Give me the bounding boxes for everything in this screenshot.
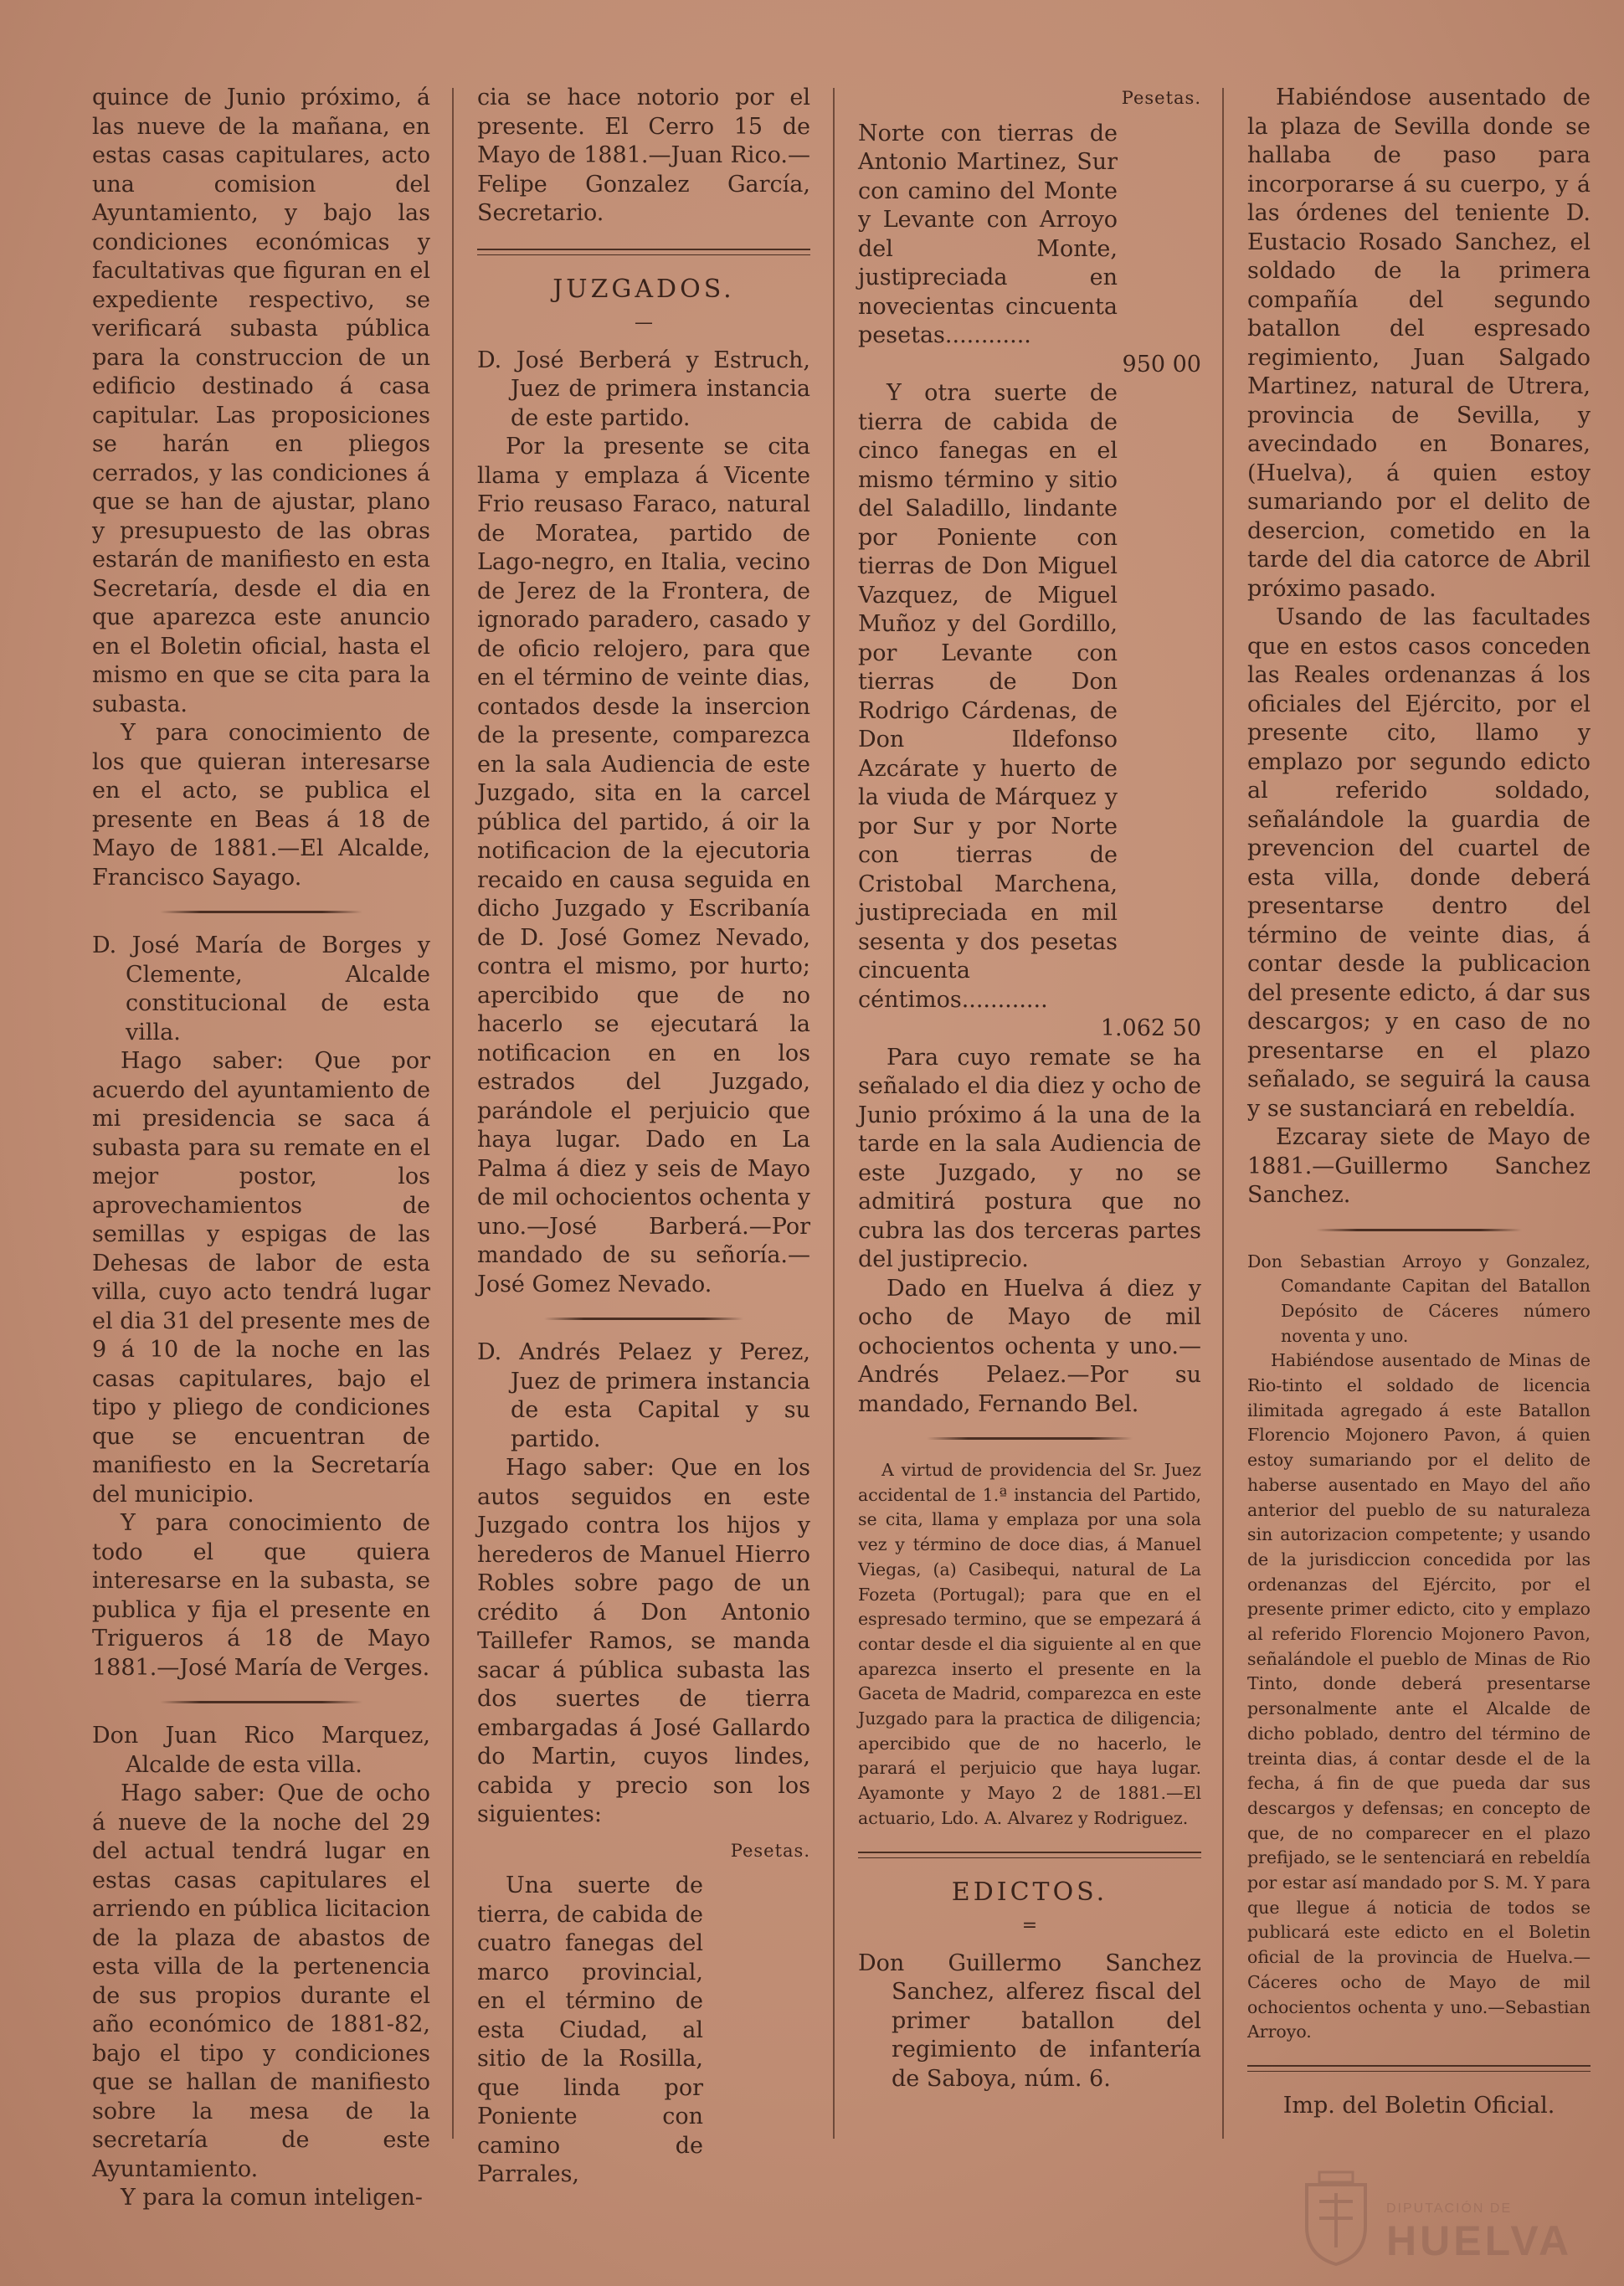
notice-cerro-heading: Don Juan Rico Marquez, Alcalde de esta villa.: [92, 1723, 430, 1778]
edicto-saboya-heading: Don Guillermo Sanchez Sanchez, alferez fiscal del primer batallon del regimiento de infantería de Saboya, núm. 6.: [858, 1950, 1201, 2092]
column-rule: [452, 88, 454, 2139]
amount-lot-2: 1.062 50: [1100, 1015, 1201, 1041]
notice-lapalma-body: Por la presente se cita llama y emplaza á Vicente Frio reusaso Faraco, natural de Moratea, partido de Lago-negro, en Italia, vecino de Jerez de la Frontera, de ignorado paradero, casado y de oficio relojero, para que en el término de veinte dias, contados desde la insercion de la presente, comparezca en la sala Audiencia de este Juzgado, sita en la carcel pública del partido, á oir la notificacion de la ejecutoria recaido en causa seguida en dicho Juzgado y Escribanía de D. José Gomez Nevado, contra el mismo, por hurto; apercibido que de no hacerlo se ejecutará la notificacion en en los estrados del Juzgado, parándole el perjuicio que haya lugar. Dado en La Palma á diez y seis de Mayo de mil ochocientos ochenta y uno.—José Barberá.—Por mandado de su señoría.—José Gomez Nevado.: [477, 434, 810, 1297]
notice-cerro-end: cia se hace notorio por el presente. El Cerro 15 de Mayo de 1881.—Juan Rico.—Felipe Gonzalez García, Secretario.: [477, 85, 810, 226]
column-1: [92, 84, 430, 2213]
amount-lot-1: 950 00: [1122, 351, 1201, 378]
column-3: [858, 84, 1201, 2093]
notice-beas-body: quince de Junio próximo, á las nueve de la mañana, en estas casas capitulares, acto una comision del Ayuntamiento, y bajo las condiciones económicas y facultativas que figuran en el expediente respectivo, se verificará subasta pública para la construccion de un edificio destinado á casa capitular. Las proposiciones se harán en pliegos cerrados, y las condiciones á que se han de ajustar, plano y presupuesto de las obras estarán de manifiesto en esta Secretaría, desde el dia en que aparezca este anuncio en el Boletin oficial, hasta el mismo en que se cita para la subasta.: [92, 85, 430, 717]
notice-trigueros-closing: Y para conocimiento de todo el que quiera interesarse en la subasta, se publica y fija el presente en Trigueros á 18 de Mayo 1881.—José María de Verges.: [92, 1510, 430, 1681]
edicto-caceres: [1247, 1250, 1591, 2046]
edicto-saboya-closing: Ezcaray siete de Mayo de 1881.—Guillermo Sanchez Sanchez.: [1247, 1124, 1591, 1208]
edicto-caceres-body: Habiéndose ausentado de Minas de Rio-tinto el soldado de licencia ilimitada agregado á este Batallon Florencio Mojonero Pavon, á quien estoy sumariando por el delito de haberse ausentado en Mayo del año anterior del pueblo de su naturaleza sin autorizacion competente; y usando de la jurisdiccion concedida por las ordenanzas del Ejército, por el presente primer edicto, cito y emplazo al referido Florencio Mojonero Pavon, señalándole el pueblo de Minas de Rio Tinto, donde deberá presentarse personalmente ante el Alcalde de dicho poblado, dentro del término de treinta dias, á contar desde el de la fecha, á fin de que pueda dar sus descargos y defensas; en concepto de que, de no comparecer en el plazo prefijado, se le sentenciará en rebeldía por estar así mandado por S. M. Y para que llegue á noticia de todos se publicará este edicto en el Boletin oficial de la provincia de Huelva.—Cáceres ocho de Mayo de mil ochocientos ochenta y uno.—Sebastian Arroyo.: [1247, 1350, 1591, 2042]
edicto-saboya-body: Habiéndose ausentado de la plaza de Sevilla donde se hallaba de paso para incorporarse á su cuerpo, y á las órdenes del teniente D. Eustacio Rosado Sanchez, el soldado de la primera compañía del segundo batallon del espresado regimiento, Juan Salgado Martinez, natural de Utrera, provincia de Sevilla, y avecindado en Bonares, (Huelva), á quien estoy sumariando por el delito de desercion, cometido en la tarde del dia catorce de Abril próximo pasado.: [1247, 85, 1591, 602]
notice-ayamonte-body: A virtud de providencia del Sr. Juez accidental de 1.ª instancia del Partido, se cita, llama y emplaza por una sola vez y término de doce dias, á Manuel Viegas, (a) Casibequi, natural de La Fozeta (Portugal); para que en el espresado termino, que se empezará á contar desde el dia siguiente al en que aparezca inserto el presente en la Gaceta de Madrid, comparezca en este Juzgado para la practica de diligencia; apercibido que de no hacerlo, le parará el perjuicio que haya lugar. Ayamonte y Mayo 2 de 1881.—El actuario, Ldo. A. Alvarez y Rodriguez.: [858, 1460, 1201, 1828]
notice-huelva-lot-2: Y otra suerte de tierra de cabida de cinco fanegas en el mismo término y sitio del Saladillo, lindante por Poniente con tierras de Don Miguel Vazquez, de Miguel Muñoz y del Gordillo, por Levante con tierras de Don Rodrigo Cárdenas, de Don Ildefonso Azcárate y huerto de la viuda de Márquez y por Sur y por Norte con tierras de Cristobal Marchena, justipreciada en mil sesenta y dos pesetas cincuenta céntimos............: [858, 380, 1118, 1013]
notice-trigueros-body: Hago saber: Que por acuerdo del ayuntamiento de mi presidencia se saca á subasta para su remate en el mejor postor, los aprovechamientos de semillas y espigas de las Dehesas de labor de esta villa, cuyo acto tendrá lugar el dia 31 del presente mes de 9 á 10 de la noche en las casas capitulares, bajo el tipo y pliego de condiciones que se encuentran de manifiesto en la Secretaría del municipio.: [92, 1048, 430, 1508]
edicto-saboya-citation: Usando de las facultades que en estos casos conceden las Reales ordenanzas á los oficiales del Ejército, por el presente cito, llamo y emplazo por segundo edicto al referido soldado, señalándole la guardia de prevencion del cuartel de esta villa, donde deberá presentarse dentro del término de veinte dias, á contar desde la publicacion del presente edicto, á dar sus descargos; y en caso de no presentarse en el plazo señalado, se seguirá la causa y se sustanciará en rebeldía.: [1247, 604, 1591, 1122]
notice-ayamonte: [858, 1458, 1201, 1831]
separator: [160, 1701, 362, 1703]
notice-huelva-remate: Para cuyo remate se ha señalado el dia diez y ocho de Junio próximo á la una de la tarde en la sala Audiencia de este Juzgado, y no se admitirá postura que no cubra las dos terceras partes del justiprecio.: [858, 1044, 1201, 1272]
separator: [1316, 1229, 1522, 1231]
coat-of-arms-icon: [1294, 2168, 1378, 2268]
edicto-caceres-heading: Don Sebastian Arroyo y Gonzalez, Comandante Capitan del Batallon Depósito de Cáceres número noventa y uno.: [1247, 1251, 1591, 1346]
column-rule: [1222, 88, 1224, 2139]
amount-row: [858, 1015, 1201, 1044]
section-title-edictos: EDICTOS.: [951, 1877, 1108, 1907]
notice-lapalma-heading: D. José Berberá y Estruch, Juez de primera instancia de este partido.: [477, 347, 810, 431]
watermark-line-2: HUELVA: [1386, 2217, 1573, 2264]
notice-trigueros-heading: D. José María de Borges y Clemente, Alcalde constitucional de esta villa.: [92, 932, 430, 1045]
notice-huelva-closing: Dado en Huelva á diez y ocho de Mayo de mil ochocientos ochenta y uno.—Andrés Pelaez.—Por su mandado, Fernando Bel.: [858, 1275, 1201, 1417]
watermark-line-1: DIPUTACIÓN DE: [1386, 2201, 1513, 2216]
section-title-juzgados: JUZGADOS.: [552, 274, 735, 304]
notice-cerro-body: Hago saber: Que de ocho á nueve de la noche del 29 del actual tendrá lugar en estas casas capitulares el arriendo en pública licitacion de la plaza de abastos de esta villa de la pertenencia de sus propios durante el año económico de 1881-82, bajo el tipo y condiciones que se hallan de manifiesto sobre la mesa de la secretaría de este Ayuntamiento.: [92, 1780, 430, 2182]
watermark-logo: [1294, 2168, 1596, 2268]
notice-beas-closing: Y para conocimiento de los que quieran interesarse en el acto, se publica el presente en Beas á 18 de Mayo de 1881.—El Alcalde, Francisco Sayago.: [92, 720, 430, 891]
section-rule: [477, 249, 810, 255]
printer-imprint: Imp. del Boletin Oficial.: [1282, 2093, 1555, 2119]
separator: [927, 1437, 1133, 1440]
section-mark: —: [635, 312, 653, 333]
notice-huelva-lot-1-cont: Norte con tierras de Antonio Martinez, Sur con camino del Monte y Levante con Arroyo del Monte, justipreciada en novecientas cincuenta pesetas............: [858, 120, 1118, 348]
separator: [160, 911, 362, 913]
separator: [544, 1318, 744, 1320]
pesetas-label: Pesetas.: [1121, 88, 1201, 108]
column-4: [1247, 84, 1591, 2121]
notice-cerro-continued: Y para la comun inteligen-: [121, 2185, 423, 2211]
column-rule: [833, 88, 835, 2139]
section-mark: =: [1021, 1915, 1038, 1937]
notice-huelva-heading: D. Andrés Pelaez y Perez, Juez de primera instancia de esta Capital y su partido.: [477, 1339, 810, 1452]
notice-huelva-lot-1: Una suerte de tierra, de cabida de cuatro fanegas del marco provincial, en el término de esta Ciudad, al sitio de la Rosilla, que linda por Poniente con camino de Parrales,: [477, 1872, 703, 2187]
pesetas-label: Pesetas.: [730, 1840, 810, 1861]
notice-huelva-body: Hago saber: Que en los autos seguidos en este Juzgado contra los hijos y herederos de Manuel Hierro Robles sobre pago de un crédito á Don Antonio Taillefer Ramos, se manda sacar á pública subasta las dos suertes de tierra embargadas á José Gallardo do Martin, cuyos lindes, cabida y precio son los siguientes:: [477, 1455, 810, 1827]
section-rule: [1247, 2065, 1591, 2072]
section-rule: [858, 1852, 1201, 1858]
amount-row: [858, 351, 1201, 380]
column-2: [477, 84, 810, 2190]
